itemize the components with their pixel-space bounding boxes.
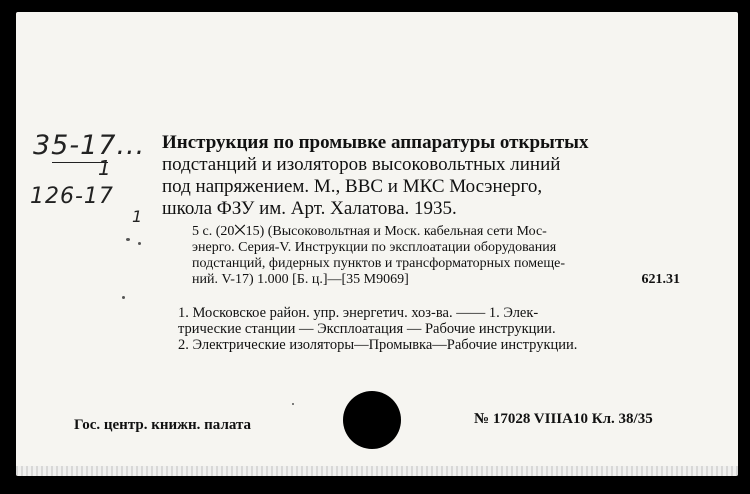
paper-speck <box>292 403 294 405</box>
udc-code: 621.31 <box>641 272 680 287</box>
title-line: Инструкция по промывке аппаратуры открытых <box>162 132 589 153</box>
title-line: подстанций и изоляторов высоковольтных линий <box>162 154 561 175</box>
card-edge <box>16 466 738 476</box>
title-line: под напряжением. М., ВВС и МКС Мосэнерго, <box>162 176 543 197</box>
publisher-imprint: Гос. центр. книжн. палата <box>74 417 252 433</box>
subject-headings <box>178 305 708 353</box>
handwritten-call-number: 35-17... <box>33 130 146 161</box>
catalog-card <box>16 12 738 476</box>
description-line: подстанций, фидерных пунктов и трансформаторных помеще- <box>192 256 565 271</box>
handwritten-call-number-sub: 1 <box>98 156 112 180</box>
subject-line: 2. Электрические изоляторы—Промывка—Рабочие инструкции. <box>178 337 578 353</box>
punch-hole <box>343 391 401 449</box>
subject-line: 1. Московское район. упр. энергетич. хоз-ва. —— 1. Элек- <box>178 305 539 321</box>
handwritten-inventory-sub: 1 <box>132 207 144 226</box>
subject-line: трические станции — Эксплоатация — Рабочие инструкции. <box>178 321 556 337</box>
handwritten-inventory-number: 126-17 <box>30 184 114 209</box>
paper-speck <box>126 238 130 241</box>
card-number: № 17028 VIIIA10 Кл. 38/35 <box>474 411 653 427</box>
paper-speck <box>122 296 125 299</box>
description-line: ний. V-17) 1.000 [Б. ц.]—[35 М9069] <box>192 272 409 287</box>
description-block <box>192 224 702 288</box>
title-block <box>162 132 702 220</box>
title-line: школа ФЗУ им. Арт. Халатова. 1935. <box>162 198 457 219</box>
paper-speck <box>138 242 141 245</box>
description-line: энерго. Серия-V. Инструкции по эксплоатации оборудования <box>192 240 557 255</box>
description-line: 5 с. (20⨉15) (Высоковольтная и Моск. кабельная сети Мос- <box>192 224 547 239</box>
